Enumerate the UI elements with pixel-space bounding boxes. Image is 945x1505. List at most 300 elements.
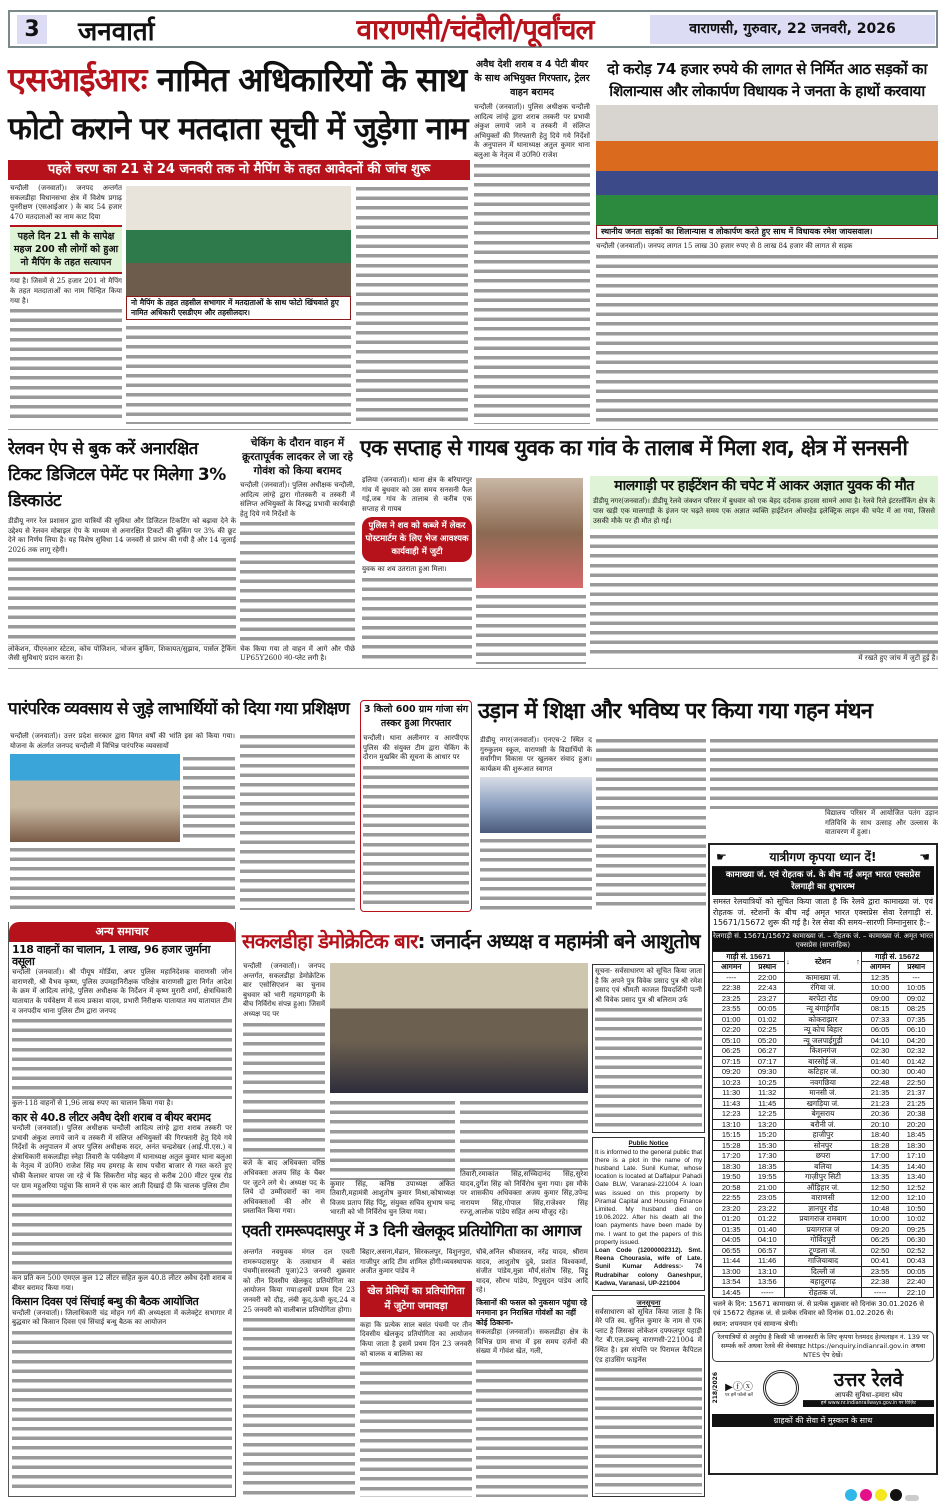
down-arrival: 11:30 xyxy=(713,1088,750,1099)
jansuchna-title: जनसूचना xyxy=(636,1298,661,1307)
up-departure: 07:35 xyxy=(899,1014,934,1025)
bar-col-2 xyxy=(330,1098,455,1218)
jansuchna-notice xyxy=(592,1295,705,1497)
down-arrival: 11:44 xyxy=(713,1256,750,1267)
up-arrival: 22:38 xyxy=(861,1277,898,1288)
station-name: बरौनी जं. xyxy=(785,1119,862,1130)
timetable-row xyxy=(713,1109,934,1120)
challan-tail: कुल-118 वाहनों से 1,96 लाख रुपए का चालान किया गया है। xyxy=(12,1099,173,1108)
brand-website: हमें www.nr.indianrailways.gov.in पर विज़िट xyxy=(803,1401,934,1408)
timetable-row xyxy=(713,1014,934,1025)
railway-advertisement xyxy=(708,843,938,1475)
social-block xyxy=(719,1378,759,1399)
bar-body-2: बजे के बाद अधिवक्ता वरिष्ठ अधिवक्ता अजय सिंह के चैंबर पर जुटने लगे थे। अध्यक्ष पद के लिये दो उम्मीदवारों का नाम अधिवक्ताओं की ओर से प्रस्तावित किया गया। xyxy=(243,1159,325,1216)
arrest-headline: अवैध देशी शराब व 4 पेटी बीयर के साथ अभियुक्त गिरफ्तार, ट्रेलर वाहन बरामद xyxy=(474,59,590,98)
up-arrival: 10:48 xyxy=(861,1203,898,1214)
down-departure: 22:43 xyxy=(750,983,785,994)
text-filler xyxy=(476,1357,588,1497)
up-departure: 08:25 xyxy=(899,1004,934,1015)
down-departure: 00:05 xyxy=(750,1004,785,1015)
hand-pointing-right-icon: ☛ xyxy=(716,849,727,864)
public-notice-text: It is informed to the general public that there is a plot in the name of my husband Late. Sunil Kumar, whose location is located at Daffalpur Pahadi Gate BLW, Varanasi-221004 A loan was issued on this property by Piramal Capital and Housing Finance Limited. My husband died on 19.06.2022. After his death all the loan payments have been made by me. I want to get the papers of this property issued. xyxy=(595,1148,702,1246)
roads-column xyxy=(596,58,938,425)
udaan-body: डीडीयू नगर(जनवार्ता)। एनएच-2 स्थित द गुरुकुलम स्कूल, वाराणसी के विद्यार्थियों के सर्वांगीण विकास पर खुलकर संवाद हुआ। कार्यक्रम की शुरूआत स्वागत xyxy=(480,736,592,773)
other-news-banner: अन्य समाचार xyxy=(9,922,235,942)
timetable-row xyxy=(713,1151,934,1162)
liquor-headline: कार से 40.8 लीटर अवैध देशी शराब व बीयर बरामद xyxy=(12,1110,211,1124)
down-departure: ----- xyxy=(750,1287,785,1298)
down-departure: 15:20 xyxy=(750,1130,785,1141)
up-arrival: 21:35 xyxy=(861,1088,898,1099)
timetable-row xyxy=(713,1203,934,1214)
text-filler xyxy=(126,323,351,424)
text-filler xyxy=(596,252,938,425)
station-name: न्यू जलपाईगुड़ी xyxy=(785,1035,862,1046)
text-filler xyxy=(360,1359,472,1497)
up-arrival: 13:35 xyxy=(861,1172,898,1183)
cattle-tail: चेक किया गया तो वाहन में आगे और पीछे UP65Y2600 नं0-प्लेट लगी है। xyxy=(240,644,355,663)
up-arrival: 01:40 xyxy=(861,1056,898,1067)
sports-body: अन्तर्गत नवयुवक मंगल दल एवती रामरूपदासपुर के तत्वाधान में बसंत पंचमी(सरस्वती पूजा)23 जनवरी शुक्रवार को तीन दिवसीय खेलकूद प्रतियोगिता का आयोजन किया गया।इसमें प्रथम दिन 23 जनवरी को दौड़, लंबी कूद,ऊंची कूद,24 व 25 जनवरी को वालीबाल प्रतियोगिता होगा। xyxy=(243,1248,355,1314)
down-departure: 18:35 xyxy=(750,1161,785,1172)
up-departure: 22:10 xyxy=(899,1287,934,1298)
arrival-header: आगमन xyxy=(713,962,750,973)
lead-headline-1: नामित अधिकारियों के साथ xyxy=(146,60,467,99)
text-filler xyxy=(710,736,938,809)
down-arrival: 23:25 xyxy=(713,993,750,1004)
timetable-row xyxy=(713,1277,934,1288)
timetable-row xyxy=(713,1140,934,1151)
public-notice-signature: Loan Code (12000002312). Smt. Reena Chourasia, wife of Late. Sunil Kumar Address:- 74 Rudrabihar colony Ganeshpur, Kadwa, Varanasi, UP-221004 xyxy=(595,1246,702,1287)
lead-headline-2: फोटो कराने पर मतदाता सूची में जुड़ेगा नाम xyxy=(8,111,468,147)
up-arrival: 06:05 xyxy=(861,1025,898,1036)
challan-headline: 118 वाहनों का चालान, 1 लाख, 96 हजार जुर्माना वसूला xyxy=(12,943,210,969)
down-arrival: 15:28 xyxy=(713,1140,750,1151)
down-arrival: 22:38 xyxy=(713,983,750,994)
down-departure: 06:27 xyxy=(750,1046,785,1057)
timetable-row xyxy=(713,1098,934,1109)
down-arrival: 01:35 xyxy=(713,1224,750,1235)
station-name: नवगछिया xyxy=(785,1077,862,1088)
kisan-body: चन्दौली (जनवार्ता)। जिलाधिकारी चंद्र मोहन गर्ग की अध्यक्षता में कलेक्ट्रेट सभागार में बुद्धवार को किसान दिवस एवं सिंचाई बन्धु बैठक का आयोजन xyxy=(12,1308,232,1327)
down-departure: 01:02 xyxy=(750,1014,785,1025)
text-filler xyxy=(460,1098,588,1170)
down-departure: 15:30 xyxy=(750,1140,785,1151)
station-name: ज्ञानपुर रोड xyxy=(785,1203,862,1214)
sports-body-3: कहा कि प्रत्येक साल बसंत पंचमी पर तीन दिवसीय खेलकूद प्रतियोगिता का आयोजन किया जाता है इसमें प्रथम दिन 23 जनवरी को बालक व बालिका का xyxy=(360,1320,472,1358)
public-notice-title: Public Notice xyxy=(628,1140,669,1148)
station-name: मानसी जं. xyxy=(785,1088,862,1099)
text-filler xyxy=(240,519,355,644)
down-departure: 06:57 xyxy=(750,1245,785,1256)
station-name: गोविंदपुरी xyxy=(785,1235,862,1246)
station-name: कोकराझार xyxy=(785,1014,862,1025)
station-name: वाराणसी xyxy=(785,1193,862,1204)
station-name: सोनपुर xyxy=(785,1140,862,1151)
timetable-row xyxy=(713,1224,934,1235)
up-arrival: 22:48 xyxy=(861,1077,898,1088)
down-departure: 10:25 xyxy=(750,1077,785,1088)
follow-text: पर हमें फॉलो करें xyxy=(725,1392,753,1398)
lead-pull-quote: पहले दिन 21 सौ के सापेक्ष महज 200 सौ लोगों को हुआ नो मैपिंग के तहत सत्यापन xyxy=(10,225,122,274)
down-arrival: 02:20 xyxy=(713,1025,750,1036)
up-departure: --- xyxy=(899,972,934,983)
down-departure: 11:46 xyxy=(750,1256,785,1267)
lead-photo-caption: नो मैपिंग के तहत तहसील सभागार में मतदाताओं के साथ फोटो खिंचवाते हुए नामित अधिकारी एसडीएम और तहसीलदार। xyxy=(126,296,351,320)
up-arrival: 12:00 xyxy=(861,1193,898,1204)
arrival-header: आगमन xyxy=(861,962,898,973)
station-name: रंगिया जं. xyxy=(785,983,862,994)
ad-footer-brand xyxy=(712,1364,934,1412)
station-name: छपरा xyxy=(785,1151,862,1162)
cattle-headline: चेकिंग के दौरान वाहन में क्रूरतापूर्वक लादकर ले जा रहे गोवंश को किया बरामद xyxy=(242,437,353,477)
sports-headline: एवती रामरूपदासपुर में 3 दिनी खेलकूद प्रतियोगिता का आगाज xyxy=(242,1221,581,1240)
down-arrival: 09:20 xyxy=(713,1067,750,1078)
roads-headline: दो करोड़ 74 हजार रुपये की लागत से निर्मित आठ सड़कों का शिलान्यास और लोकार्पण विधायक ने जनता के हाथों करवाया xyxy=(607,60,927,100)
lead-body: चन्दौली (जनवार्ता)। जनपद अन्तर्गत सकलडीहा विधानसभा क्षेत्र में विशेष प्रगाढ़ पुनरीक्षण (एसआईआर ) के बाद 54 हजार 470 मतदाताओं का नाम काट दिया xyxy=(10,184,122,221)
timetable-row xyxy=(713,1056,934,1067)
up-departure: 20:20 xyxy=(899,1119,934,1130)
timetable-row xyxy=(713,1235,934,1246)
timetable-row xyxy=(713,1088,934,1099)
sports-pull-quote: खेल प्रेमियों का प्रतियोगिता में जुटेगा जमावड़ा xyxy=(360,1281,472,1317)
jansuchna-text: सर्वसाधारण को सूचित किया जाता है कि मेरे पति स्व. सुनिल कुमार के नाम से एक प्लाट है जिसका लोकेशन दफ्फलपुर पहाड़ी गेट बी.एल.डब्ल्यू वाराणसी-221004 में स्थित है। इस संपत्ति पर पिरामल कैपिटल एंड हाउसिंग फाइनेंस xyxy=(595,1307,702,1364)
timetable-row xyxy=(713,1214,934,1225)
text-filler xyxy=(243,1315,355,1497)
up-arrival: ----- xyxy=(861,1287,898,1298)
udaan-col-2 xyxy=(596,736,706,912)
brand-name: उत्तर रेलवे xyxy=(833,1368,904,1391)
up-departure: 12:10 xyxy=(899,1193,934,1204)
down-departure: 07:17 xyxy=(750,1056,785,1067)
down-arrival: 19:50 xyxy=(713,1172,750,1183)
cattle-column xyxy=(240,436,355,664)
down-arrival: 15:15 xyxy=(713,1130,750,1141)
brand-block xyxy=(803,1369,934,1408)
public-notice xyxy=(592,1137,705,1291)
sports-body-4: चौबे,अनिल श्रीवास्तव, नरेंद्र यादव, श्रीराम यादव, आशुतोष दुबे, प्रशांत विश्वकर्मा, संजीत पांडेय,मुन्ना मौर्य,संतोष सिंह, विट्टू यादव, सौरभ पांडेय, रिपुसुदन पांडेय आदि रहे। xyxy=(476,1248,588,1295)
lead-headline xyxy=(8,62,470,108)
down-arrival: 01:20 xyxy=(713,1214,750,1225)
timetable-row xyxy=(713,1245,934,1256)
up-arrival: 10:00 xyxy=(861,983,898,994)
station-name: रोहतक जं. xyxy=(785,1287,862,1298)
text-filler xyxy=(363,763,469,909)
text-filler xyxy=(474,161,590,424)
departure-header: प्रस्थान xyxy=(750,962,785,973)
timetable-title: रेलगाड़ी सं. 15671/15672 कामाख्या जं. – रोहतक जं. – कामाख्या जं. अमृत भारत एक्सप्रेस (साप्ताहिक) xyxy=(713,931,933,949)
station-header: ↓ स्टेशन ↑ xyxy=(785,951,862,972)
bodyfound-col-2 xyxy=(476,592,586,664)
down-departure: 02:25 xyxy=(750,1025,785,1036)
goods-headline: मालगाड़ी पर हाईटेंशन की चपेट में आकर अज्ञात युवक की मौत xyxy=(614,478,914,494)
station-name: बहादुरगढ़ xyxy=(785,1277,862,1288)
up-arrival: 21:23 xyxy=(861,1098,898,1109)
text-filler xyxy=(12,1328,232,1494)
down-departure: 04:10 xyxy=(750,1235,785,1246)
arrest-body: चन्दौली (जनवार्ता)। पुलिस अधीक्षक चन्दौली आदित्य लांग्हे द्वारा शराब तस्करी पर प्रभावी अंकुश लगाये जाने व तस्करी में संलिप्त अभियुक्तों की गिरफ्तारी हेतु दिये गये निर्देशों के अनुपालन में थानाध्यक्ष अतुल कुमार थाना बलुआ के नेतृत्व में उ0नि0 राजेश xyxy=(474,103,590,159)
up-departure: 18:30 xyxy=(899,1140,934,1151)
kisan-headline: किसान दिवस एवं सिंचाई बन्धु की बैठक आयोजित xyxy=(12,1295,199,1309)
roads-photo xyxy=(596,105,938,225)
down-departure: 23:22 xyxy=(750,1203,785,1214)
up-arrival: 23:55 xyxy=(861,1266,898,1277)
training-photo-row xyxy=(10,754,235,842)
challan-body: चन्दौली (जनवार्ता)। श्री पीयूष मोर्डिया, अपर पुलिस महानिदेशक वाराणसी जोन वाराणसी, श्री वैभव कृष्ण, पुलिस उपमहानिरीक्षक परिक्षेत्र वाराणसी द्वारा निर्गत आदेश के क्रम में आदित्य लांग्हे, पुलिस अधीक्षक के निर्देशन में कृष्ण मुरारी शर्मा, क्षेत्राधिकारी यातायात के पर्यवेक्षण में सत्य प्रकाश यादव, प्रभारी निरीक्षक यातायात मय यातायात टीम व जनपदीय थाना पुलिस टीम द्वारा जनपद xyxy=(12,968,232,1015)
helpline-box: रेलयात्रियों से अनुरोध है किसी भी जानकारी के लिए कृपया रेलमदद हेल्पलाइन नं. 139 पर सम्पर्क करें अथवा रेलवे की वेबसाइट https://enquiry.indianrail.gov.in अथवा NTES ऐप देखें। xyxy=(712,1331,934,1362)
training-body: चन्दौली (जनवार्ता)। उत्तर प्रदेश सरकार द्वारा विगत वर्षों की भांति इस को किया गया। योजना के अंतर्गत जनपद चन्दौली में विभिन्न पारंपरिक व्यवसायों xyxy=(10,732,235,750)
timetable-row xyxy=(713,1172,934,1183)
up-departure: 10:02 xyxy=(899,1214,934,1225)
goods-body: डीडीयू नगर(जनवार्ता)। डीडीयू रेलवे जंक्शन परिसर में बुधवार को एक बेहद दर्दनाक हादसा सामने आया है। रेलवे रिले इंटरलॉकिंग क्षेत्र के पास खड़ी एक मालगाड़ी के इंजन पर चढ़ते समय एक अज्ञात व्यक्ति हाईटेंशन ओवरहेड इलेक्ट्रिक लाइन की चपेट में आ गया, जिससे उसकी मौके पर ही मौत हो गई। xyxy=(593,497,935,525)
bodyfound-headline: एक सप्ताह से गायब युवक का गांव के तालाब में मिला शव, क्षेत्र में सनसनी xyxy=(360,436,908,461)
goods-box xyxy=(590,476,938,529)
railone-headline: रेलवन ऐप से बुक करें अनारक्षित टिकट डिजिटल पेमेंट पर मिलेगा 3% डिस्काउंट xyxy=(8,439,226,511)
sports-col-3 xyxy=(476,1248,588,1497)
text-filler xyxy=(8,555,236,644)
training-column xyxy=(10,732,235,912)
text-filler xyxy=(480,836,592,912)
ganja-body: चन्दौली। थाना अलीनगर व आरपीएफ पुलिस की संयुक्त टीम द्वारा चेकिंग के दौरान मुखबिर की सूचना के आधार पर xyxy=(363,734,469,762)
up-departure: 17:10 xyxy=(899,1151,934,1162)
up-departure: 02:32 xyxy=(899,1046,934,1057)
bodyfound-body-2: युवक का शव उतराता हुआ मिला। xyxy=(362,565,447,574)
up-arrival: 18:40 xyxy=(861,1130,898,1141)
up-departure: 04:20 xyxy=(899,1035,934,1046)
up-departure: 22:50 xyxy=(899,1077,934,1088)
udaan-col-1 xyxy=(480,736,592,912)
up-arrival: 20:10 xyxy=(861,1119,898,1130)
print-registration-marks xyxy=(845,1486,922,1505)
down-departure: 09:30 xyxy=(750,1067,785,1078)
running-days: चलने के दिन: 15671 कामाख्या जं. से प्रत्येक शुक्रवार को दिनांक 30.01.2026 से एवं 15672 रोहतक जं. से प्रत्येक रविवार को दिनांक 01.02.2026 से। xyxy=(713,1300,924,1317)
up-departure: 21:37 xyxy=(899,1088,934,1099)
down-arrival: 18:30 xyxy=(713,1161,750,1172)
down-arrival: 06:25 xyxy=(713,1046,750,1057)
station-name: बेगूसराय xyxy=(785,1109,862,1120)
up-departure: 02:52 xyxy=(899,1245,934,1256)
down-arrival: 10:23 xyxy=(713,1077,750,1088)
bar-headline xyxy=(242,930,705,958)
up-departure: 00:05 xyxy=(899,1266,934,1277)
bar-photo xyxy=(330,963,588,1093)
down-arrival: 05:10 xyxy=(713,1035,750,1046)
down-arrival: 13:00 xyxy=(713,1266,750,1277)
ad-code: 218/2026 xyxy=(712,1372,719,1404)
social-icons: ▶ⓕⓧ xyxy=(725,1381,753,1393)
suchna-notice xyxy=(592,964,705,1133)
railone-body: डीडीयू नगर रेल प्रशासन द्वारा यात्रियों की सुविधा और डिजिटल टिकटिंग को बढ़ावा देने के उद्देश्य से रेलवन मोबाइल ऐप के माध्यम से अनारक्षित टिकटों की बुकिंग पर 3% की छूट देने का निर्णय लिया है। यह विशेष सुविधा 14 जनवरी से प्रारंभ की गयी है और 14 जुलाई 2026 तक लागू रहेगी। xyxy=(8,517,236,554)
down-departure: 17:30 xyxy=(750,1151,785,1162)
up-arrival: 10:00 xyxy=(861,1214,898,1225)
bar-headline-text: : जनार्दन अध्यक्ष व महामंत्री बने आशुतोष xyxy=(417,929,700,953)
up-arrival: 09:20 xyxy=(861,1224,898,1235)
down-departure: 21:00 xyxy=(750,1182,785,1193)
bar-col-3 xyxy=(460,1098,588,1218)
down-departure: 12:25 xyxy=(750,1109,785,1120)
ganja-headline: 3 किलो 600 ग्राम गांजा संग तस्कर हुआ गिरफ्तार xyxy=(363,704,469,729)
railone-column xyxy=(8,436,236,664)
bodyfound-body: इलिया (जनवार्ता)। थाना क्षेत्र के बरियारपुर गांव में बुधवार को उस समय सनसनी फैल गई,जब गांव के तालाब से करीब एक सप्ताह से गायब xyxy=(362,476,472,513)
goods-column xyxy=(590,476,938,664)
text-filler xyxy=(10,845,235,912)
station-name: दिल्ली जं xyxy=(785,1266,862,1277)
bar-kicker: सकलडीहा डेमोक्रेटिक बार xyxy=(242,929,418,953)
railone-tail: लोकेशन, पीएनआर स्टेटस, कोच पोजिशन, भोजन बुकिंग, शिकायत/सुझाव, पार्सल ट्रैकिंग जैसी सुविधाएं प्रदान करता है। xyxy=(8,644,236,663)
liquor-body: चन्दौली (जनवार्ता)। पुलिस अधीक्षक चन्दौली आदित्य लांग्हे द्वारा शराब तस्करी पर प्रभावी अंकुश लगाये जाने व तस्करी में संलिप्त अभियुक्तों की गिरफ्तारी हेतु दिये गये निर्देशों के अनुपालन में अपर पुलिस अधीक्षक सदर, अनंत चन्द्रशेखर (आई.पी.एस.) व क्षेत्राधिकारी सकलडीहा स्नेहा तिवारी के पर्यवेक्षण में थानाध्यक्ष अतुल कुमार थाना बलुआ के नेतृत्व में उ0नि0 राजेश सिंह मय हमराह के साथ पचौरा बाजार से गस्त करते हुए चौकी कैलावर वापस जा रहे थे कि सिकरौरा मोड़ बहद से करीब 200 मीटर पूरब रोड पर ग्राम महुअरिया पहुंचा कि सामने से एक कार आती दिखाई दी कि चालक पुलिस टीम xyxy=(12,1123,232,1190)
sports-col-1 xyxy=(243,1248,355,1497)
bar-body: चन्दौली (जनवार्ता)। जनपद अन्तर्गत, सकलडीहा डेमोक्रेटिक बार एसोसिएशन का चुनाव बुधवार को भारी गहमागहमी के बीच निर्विरोध संपन्न हुआ। जिसमें अध्यक्ष पद पर xyxy=(243,962,325,1018)
up-arrival: 08:15 xyxy=(861,1004,898,1015)
bodyfound-pull-quote: पुलिस ने शव को कब्जे में लेकर पोस्टमार्टम के लिए भेज आवश्यक कार्यवाही में जुटी xyxy=(362,517,472,562)
timetable-row xyxy=(713,1067,934,1078)
train-15672-header: गाड़ी सं. 15672 xyxy=(861,951,933,962)
down-departure: 22:00 xyxy=(750,972,785,983)
up-arrival: 02:50 xyxy=(861,1245,898,1256)
station-name: न्यू बंगाईगाँव xyxy=(785,1004,862,1015)
down-arrival: 04:05 xyxy=(713,1235,750,1246)
station-name: बरपेटा रोड xyxy=(785,993,862,1004)
suchna-text: सूचना- सर्वसाधारण को सूचित किया जाता है कि अपने पुत्र विवेक प्रसाद पुत्र श्री रमेश प्रसाद एवं श्रीमती काजल प्रियदर्शिनी पत्नी श्री विवेक प्रसाद पुत्र श्री बलिराम उर्फ xyxy=(595,967,702,1004)
divider xyxy=(8,429,938,430)
station-name: हाजीपुर xyxy=(785,1130,862,1141)
station-name: गाजियाबाद xyxy=(785,1256,862,1267)
other-news-column xyxy=(8,922,236,1497)
down-arrival: 12:23 xyxy=(713,1109,750,1120)
up-arrival: 00:41 xyxy=(861,1256,898,1267)
down-arrival: 06:55 xyxy=(713,1245,750,1256)
down-arrival: 07:15 xyxy=(713,1056,750,1067)
gauvansh-subhead: किसानों की फसल को नुकसान पहुंचा रहे मनमाना इन निराश्रित गोवंशों का नहीं कोई ठिकाना- xyxy=(476,1297,587,1327)
station-name: प्रयागराज रामबाग xyxy=(785,1214,862,1225)
timetable xyxy=(712,951,934,1299)
down-departure: 11:32 xyxy=(750,1088,785,1099)
station-name: औंड़िहार जं. xyxy=(785,1182,862,1193)
down-arrival: 23:20 xyxy=(713,1203,750,1214)
coach-classes: स्थान: शयनयान एवं सामान्य श्रेणी। xyxy=(713,1320,798,1328)
lead-strap: पहले चरण का 21 से 24 जनवरी तक नो मैपिंग के तहत आवेदनों की जांच शुरू xyxy=(8,160,470,180)
arrow-down-icon: ↓ xyxy=(786,956,790,966)
down-departure: 23:05 xyxy=(750,1193,785,1204)
up-arrival: 18:28 xyxy=(861,1140,898,1151)
ganja-box xyxy=(360,700,472,912)
up-departure: 20:38 xyxy=(899,1109,934,1120)
text-filler xyxy=(183,754,235,842)
down-departure: 13:10 xyxy=(750,1266,785,1277)
page-number: 3 xyxy=(17,15,47,44)
timetable-row xyxy=(713,1025,934,1036)
udaan-headline: उड़ान में शिक्षा और भविष्य पर किया गया गहन मंथन xyxy=(478,699,873,724)
down-departure: 01:40 xyxy=(750,1224,785,1235)
timetable-row xyxy=(713,1182,934,1193)
up-departure: 12:52 xyxy=(899,1182,934,1193)
paper-name: जनवार्ता xyxy=(78,17,155,47)
sports-col-2 xyxy=(360,1248,472,1497)
down-arrival: ---- xyxy=(713,972,750,983)
text-filler xyxy=(595,1365,702,1494)
down-arrival: 13:54 xyxy=(713,1277,750,1288)
dateline: वाराणसी, गुरुवार, 22 जनवरी, 2026 xyxy=(650,15,935,44)
station-name: खगड़िया जं. xyxy=(785,1098,862,1109)
up-departure: 00:40 xyxy=(899,1067,934,1078)
text-filler xyxy=(330,1098,455,1180)
arrest-column xyxy=(474,58,590,424)
text-filler xyxy=(362,575,472,664)
hand-pointing-left-icon: ☚ xyxy=(919,849,930,864)
text-filler xyxy=(12,1016,232,1099)
udaan-photo xyxy=(480,777,592,833)
up-departure: 22:40 xyxy=(899,1277,934,1288)
train-15671-header: गाड़ी सं. 15671 xyxy=(713,951,785,962)
down-arrival: 14:45 xyxy=(713,1287,750,1298)
arrow-up-icon: ↑ xyxy=(856,956,860,966)
departure-header: प्रस्थान xyxy=(899,962,934,973)
training-col-3 xyxy=(240,732,355,910)
up-arrival: 20:36 xyxy=(861,1109,898,1120)
down-departure: 05:20 xyxy=(750,1035,785,1046)
up-arrival: 07:33 xyxy=(861,1014,898,1025)
down-departure: 13:20 xyxy=(750,1119,785,1130)
ad-footer-slogan: ग्राहकों की सेवा में मुस्कान के साथ xyxy=(712,1414,934,1427)
down-arrival: 20:58 xyxy=(713,1182,750,1193)
timetable-row xyxy=(713,983,934,994)
lead-col-1 xyxy=(10,184,122,424)
up-arrival: 09:00 xyxy=(861,993,898,1004)
timetable-row xyxy=(713,1130,934,1141)
up-arrival: 14:35 xyxy=(861,1161,898,1172)
timetable-row xyxy=(713,1119,934,1130)
section-title: वाराणसी/चंदौली/पूर्वांचल xyxy=(356,13,594,46)
up-departure: 06:10 xyxy=(899,1025,934,1036)
station-name: न्यू कोच बिहार xyxy=(785,1025,862,1036)
station-name: बारसोई जं. xyxy=(785,1056,862,1067)
timetable-row xyxy=(713,993,934,1004)
down-departure: 11:45 xyxy=(750,1098,785,1109)
lead-col-2 xyxy=(126,186,351,424)
sports-body-2: बिहार,असना,मेढान, सिरकलपुर, विशुनपुरा, गाजीपुर आदि टीम शामिल होंगी।व्यवस्थापक अजीत कुमार पांडेय ने xyxy=(360,1248,472,1276)
up-arrival: 02:30 xyxy=(861,1046,898,1057)
down-departure: 19:55 xyxy=(750,1172,785,1183)
up-departure: 10:50 xyxy=(899,1203,934,1214)
down-departure: 01:22 xyxy=(750,1214,785,1225)
down-arrival: 11:43 xyxy=(713,1098,750,1109)
liquor-tail: कन प्रति कन 500 एमएल कुल 12 लीटर सहित कुल 40.8 लीटर अवैध देशी शराब व बीयर बरामद किया गया। xyxy=(12,1274,232,1292)
missing-youth-photo xyxy=(476,478,583,588)
up-departure: 10:05 xyxy=(899,983,934,994)
up-departure: 09:02 xyxy=(899,993,934,1004)
timetable-row xyxy=(713,1077,934,1088)
ad-intro: समस्त रेलयात्रियों को सूचित किया जाता है कि रेलवे द्वारा कामाख्या जं. एवं रोहतक जं. स्टेशनों के बीच नई अमृत भारत एक्सप्रेस सेवा रेलगाड़ी सं. 15671/15672 शुरू की गई है। रेल सेवा की समय–सारणी निम्नानुसार है:– xyxy=(713,897,933,927)
bar-body-4: तिवारी,रमाकांत सिंह,सच्चिदानंद सिंह,सुरेश यादव,दुर्गेश सिंह को निर्विरोध चुना गया। इस मौके पर शासकीय अधिवक्ता अजय कुमार सिंह,उपेन्द्र नारायण सिंह,गोपाल सिंह,राजेश्वर सिंह रज्जू,आलोक पांडेय सहित अन्य मौजूद रहे। xyxy=(460,1170,588,1217)
up-arrival: 12:35 xyxy=(861,972,898,983)
text-filler xyxy=(590,532,938,654)
udaan-col-3 xyxy=(710,736,938,838)
bar-col-1 xyxy=(243,962,325,1217)
down-arrival: 22:55 xyxy=(713,1193,750,1204)
timetable-row xyxy=(713,1035,934,1046)
up-departure: 00:43 xyxy=(899,1256,934,1267)
down-arrival: 13:10 xyxy=(713,1119,750,1130)
station-name: गाज़ीपुर सिटी xyxy=(785,1172,862,1183)
station-name: कटिहार जं. xyxy=(785,1067,862,1078)
brand-tagline: आपकी सुविधा–हमारा ध्येय xyxy=(803,1391,934,1401)
timetable-row xyxy=(713,1193,934,1204)
sports-body-5: सकलडीहा (जनवार्ता)। सकलडीहा क्षेत्र के विभिन्न ग्राम सभा में इस समय दर्जनों की संख्या में गोवंश खेत, गली, xyxy=(476,1327,588,1356)
down-arrival: 17:20 xyxy=(713,1151,750,1162)
text-filler xyxy=(10,306,122,424)
divider xyxy=(8,668,938,669)
down-arrival: 23:55 xyxy=(713,1004,750,1015)
